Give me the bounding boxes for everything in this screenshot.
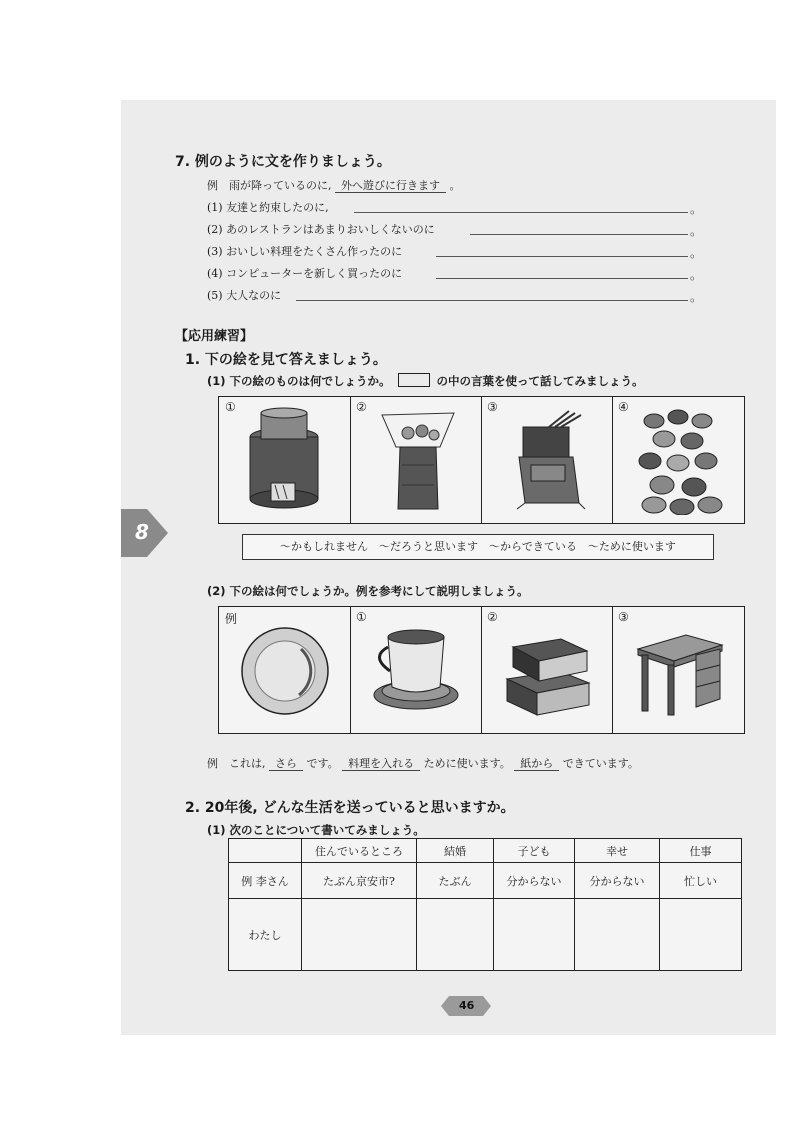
- table-input-cell[interactable]: [417, 899, 494, 971]
- picture-cell-2: [481, 607, 613, 733]
- picture-number: 例: [225, 612, 238, 626]
- picture-box-1: [218, 396, 745, 524]
- table-header-cell: 子ども: [494, 839, 575, 863]
- table-cell: 分からない: [575, 863, 660, 899]
- q2-title: 2. 20年後, どんな生活を送っていると思いますか。: [185, 800, 515, 816]
- table-row: [229, 863, 742, 899]
- paper-bag-icon: [378, 409, 458, 517]
- table-cell: 例 李さん: [229, 863, 302, 899]
- sentence-answer: 料理を入れる: [342, 757, 420, 771]
- cup-icon: [368, 621, 466, 721]
- table-header-cell: [229, 839, 302, 863]
- beans-icon: [634, 407, 726, 515]
- exercise-7-example: [207, 177, 461, 193]
- table-header-cell: 住んでいるところ: [302, 839, 417, 863]
- phrase-box: 〜かもしれません 〜だろうと思います 〜からできている 〜ために使います: [242, 534, 714, 560]
- example-prefix: 例 雨が降っているのに,: [207, 179, 332, 192]
- picture-cell-1: [219, 397, 351, 523]
- future-table: [228, 838, 742, 971]
- sentence-part: です。: [306, 757, 339, 770]
- picture-number: ①: [356, 610, 367, 624]
- table-cell: たぶん: [417, 863, 494, 899]
- answer-line-2[interactable]: [470, 234, 688, 235]
- q1-1-text-before: (1) 下の絵のものは何でしょうか。: [207, 374, 391, 388]
- picture-box-2: [218, 606, 745, 734]
- period-4: 。: [690, 268, 703, 282]
- answer-line-5[interactable]: [296, 300, 688, 301]
- q1-title: 1. 下の絵を見て答えましょう。: [185, 352, 387, 368]
- word-box-icon: [398, 373, 430, 387]
- period-1: 。: [690, 202, 703, 216]
- table-input-cell[interactable]: [494, 899, 575, 971]
- picture-cell-3: [612, 607, 744, 733]
- sentence-answer: さら: [269, 757, 303, 771]
- answer-line-1[interactable]: [354, 212, 688, 213]
- period-3: 。: [690, 246, 703, 260]
- table-header-cell: 幸せ: [575, 839, 660, 863]
- exercise-7-item-1: (1) 友達と約束したのに,: [207, 201, 329, 214]
- exercise-7-item-4: (4) コンピューターを新しく買ったのに: [207, 267, 403, 280]
- picture-number: ②: [356, 400, 367, 414]
- page-number: 46: [459, 999, 475, 1012]
- table-row: [229, 899, 742, 971]
- period-2: 。: [690, 224, 703, 238]
- picture-number: ③: [618, 610, 629, 624]
- q1-2-instruction: (2) 下の絵は何でしょうか。例を参考にして説明しましょう。: [207, 584, 529, 598]
- exercise-7-item-3: (3) おいしい料理をたくさん作ったのに: [207, 245, 403, 258]
- chapter-tab: [121, 507, 169, 559]
- picture-number: ①: [225, 400, 236, 414]
- table-header-cell: 結婚: [417, 839, 494, 863]
- table-input-cell[interactable]: [575, 899, 660, 971]
- exercise-7-item-5: (5) 大人なのに: [207, 289, 282, 302]
- exercise-7-title: 7. 例のように文を作りましょう。: [175, 154, 391, 170]
- table-cell: 分からない: [494, 863, 575, 899]
- picture-cell-1: [350, 607, 482, 733]
- answer-line-3[interactable]: [436, 256, 688, 257]
- table-cell: 忙しい: [660, 863, 742, 899]
- chapter-number: 8: [135, 520, 149, 544]
- sentence-part: 例 これは,: [207, 757, 266, 770]
- table-input-cell[interactable]: [302, 899, 417, 971]
- sentence-answer: 紙から: [514, 757, 559, 771]
- picture-cell-4: [612, 397, 744, 523]
- q1-1-instruction: [207, 373, 644, 389]
- answer-line-4[interactable]: [436, 278, 688, 279]
- table-input-cell[interactable]: [660, 899, 742, 971]
- picture-cell-3: [481, 397, 613, 523]
- table-header-row: [229, 839, 742, 863]
- plate-icon: [239, 625, 331, 717]
- exercise-7-item-2: (2) あのレストランはあまりおいしくないのに: [207, 223, 435, 236]
- steamer-icon: [239, 407, 329, 515]
- example-answer: 外へ遊びに行きます: [335, 179, 446, 193]
- cooker-icon: [509, 405, 593, 513]
- applied-header: 【応用練習】: [175, 329, 254, 344]
- page-number-badge: [441, 996, 491, 1016]
- books-icon: [499, 623, 597, 719]
- q2-sub: (1) 次のことについて書いてみましょう。: [207, 823, 425, 837]
- example-suffix: 。: [449, 179, 461, 192]
- table-cell: わたし: [229, 899, 302, 971]
- picture-number: ④: [618, 400, 629, 414]
- picture-cell-2: [350, 397, 482, 523]
- table-header-cell: 仕事: [660, 839, 742, 863]
- sentence-part: ために使います。: [423, 757, 511, 770]
- period-5: 。: [690, 290, 703, 304]
- example-sentence: [207, 755, 639, 771]
- picture-number: ②: [487, 610, 498, 624]
- picture-cell-example: [219, 607, 351, 733]
- desk-icon: [630, 623, 728, 719]
- table-cell: たぶん京安市?: [302, 863, 417, 899]
- picture-number: ③: [487, 400, 498, 414]
- sentence-part: できています。: [562, 757, 639, 770]
- q1-1-text-after: の中の言葉を使って話してみましょう。: [436, 374, 644, 388]
